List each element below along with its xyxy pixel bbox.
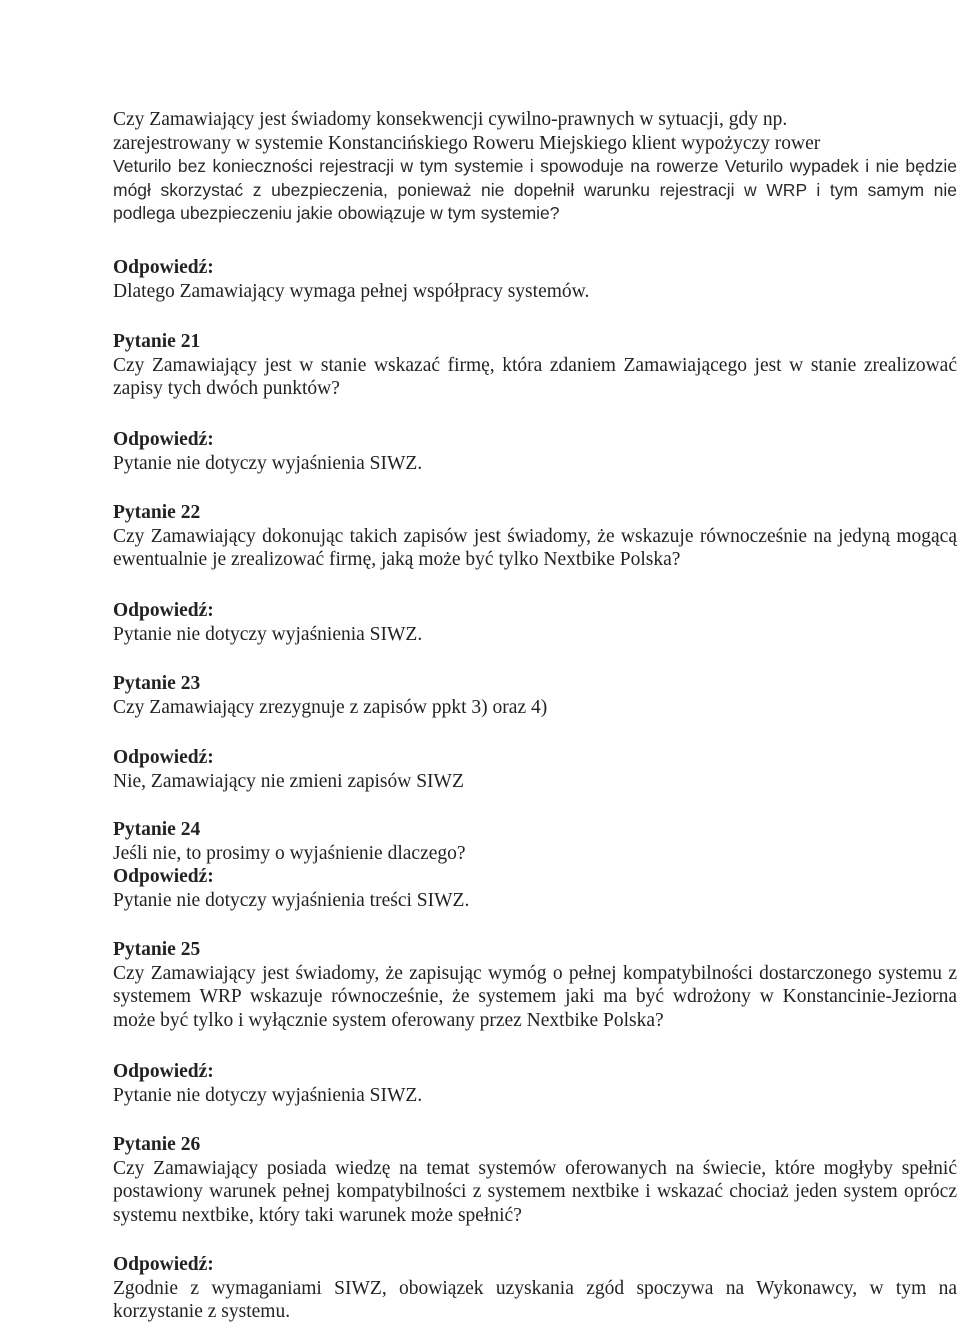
answer-text: Pytanie nie dotyczy wyjaśnienia SIWZ. — [113, 1084, 423, 1106]
question-25 — [113, 938, 957, 1032]
question-23 — [113, 672, 957, 719]
intro-line-1: Czy Zamawiający jest świadomy konsekwencji cywilno-prawnych w sytuacji, gdy np. — [113, 109, 788, 130]
question-title: Pytanie 21 — [113, 331, 201, 352]
question-21 — [113, 330, 957, 401]
answer-label: Odpowiedź: — [113, 866, 214, 887]
intro-answer-block — [113, 256, 957, 303]
answer-label: Odpowiedź: — [113, 1254, 214, 1275]
answer-label: Odpowiedź: — [113, 747, 214, 768]
intro-question — [113, 108, 957, 226]
answer-text: Nie, Zamawiający nie zmieni zapisów SIWZ — [113, 770, 464, 792]
question-text: Czy Zamawiający jest świadomy, że zapisując wymóg o pełnej kompatybilności dostarczonego systemu z systemem WRP wskazuje równocześnie, że systemem jaki ma być wdrożony w Konstancinie-Jeziorna może być tylko i wyłącznie system oferowany przez Nextbike Polska? — [113, 962, 957, 1031]
answer-21 — [113, 428, 957, 475]
question-text: Czy Zamawiający posiada wiedzę na temat systemów oferowanych na świecie, które mogłyby spełnić postawiony warunek pełnej kompatybilności z systemem nextbike i wskazać chociaż jeden system oprócz systemu nextbike, który taki warunek może spełnić? — [113, 1157, 957, 1226]
answer-text: Pytanie nie dotyczy wyjaśnienia treści SIWZ. — [113, 889, 470, 911]
question-title: Pytanie 24 — [113, 819, 201, 840]
question-text: Czy Zamawiający dokonując takich zapisów jest świadomy, że wskazuje równocześnie na jedyną mogącą ewentualnie je zrealizować firmę, jaką może być tylko Nextbike Polska? — [113, 525, 957, 570]
answer-label: Odpowiedź: — [113, 1061, 214, 1082]
question-24 — [113, 818, 957, 912]
answer-text: Dlatego Zamawiający wymaga pełnej współpracy systemów. — [113, 280, 590, 302]
answer-label: Odpowiedź: — [113, 429, 214, 450]
intro-rest: Veturilo bez konieczności rejestracji w tym systemie i spowoduje na rowerze Veturilo wypadek i nie będzie mógł skorzystać z ubezpieczenia, ponieważ nie dopełnił warunku rejestracji w WRP i tym samym nie podlega ubezpieczeniu jakie obowiązuje w tym systemie? — [113, 156, 957, 223]
question-title: Pytanie 22 — [113, 502, 201, 523]
question-text: Czy Zamawiający jest w stanie wskazać firmę, która zdaniem Zamawiającego jest w stanie zrealizować zapisy tych dwóch punktów? — [113, 354, 957, 399]
answer-23 — [113, 746, 957, 793]
question-22 — [113, 501, 957, 572]
question-title: Pytanie 25 — [113, 939, 201, 960]
answer-text: Zgodnie z wymaganiami SIWZ, obowiązek uzyskania zgód spoczywa na Wykonawcy, w tym na korzystanie z systemu. — [113, 1277, 957, 1322]
question-26 — [113, 1133, 957, 1227]
answer-26 — [113, 1253, 957, 1324]
question-title: Pytanie 26 — [113, 1134, 201, 1155]
question-text: Czy Zamawiający zrezygnuje z zapisów ppkt 3) oraz 4) — [113, 696, 548, 718]
intro-line-2: zarejestrowany w systemie Konstancińskiego Roweru Miejskiego klient wypożyczy rower — [113, 132, 821, 154]
answer-text: Pytanie nie dotyczy wyjaśnienia SIWZ. — [113, 452, 423, 474]
answer-label: Odpowiedź: — [113, 600, 214, 621]
answer-label: Odpowiedź: — [113, 257, 214, 278]
question-title: Pytanie 23 — [113, 673, 201, 694]
question-text: Jeśli nie, to prosimy o wyjaśnienie dlaczego? — [113, 842, 466, 864]
answer-22 — [113, 599, 957, 646]
answer-25 — [113, 1060, 957, 1107]
answer-text: Pytanie nie dotyczy wyjaśnienia SIWZ. — [113, 623, 423, 645]
